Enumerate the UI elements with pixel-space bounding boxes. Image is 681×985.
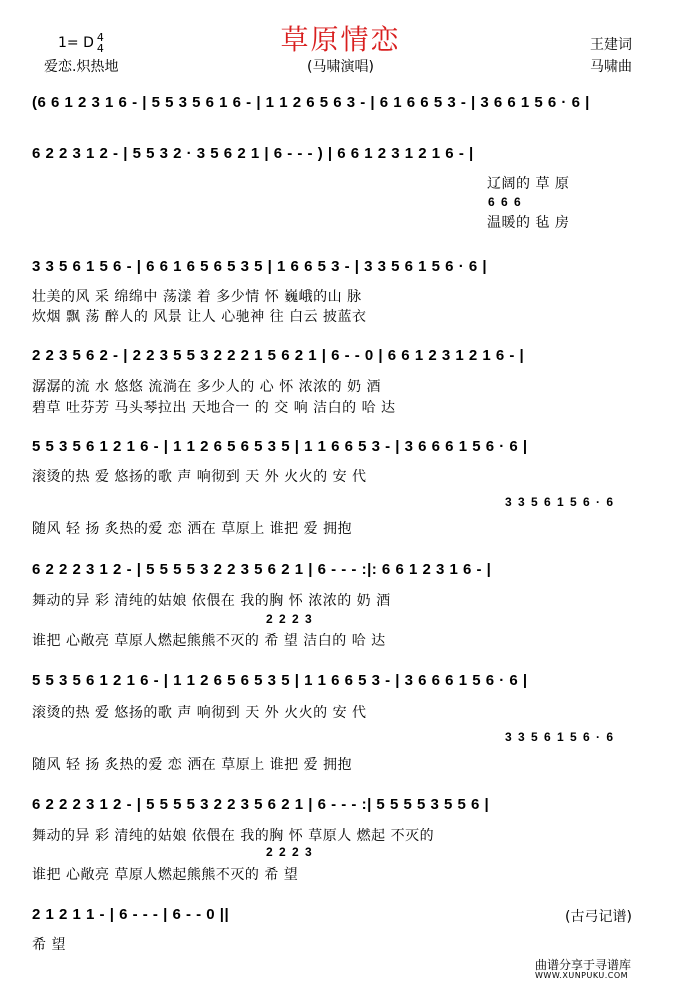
- notation-line-1: (6 6 1 2 3 1 6 - | 5 5 3 5 6 1 6 - | 1 1 2 6 5 6 3 - | 6 1 6 6 5 3 - | 3 6 6 1 5 6 · 6 |: [32, 94, 590, 111]
- source-url[interactable]: WWW.XUNPUKU.COM: [535, 971, 629, 980]
- lyric-line-8-verse2: 谁把 心敞亮 草原人燃起熊熊不灭的 希 望: [32, 867, 299, 883]
- lyric-line-2-verse1: 辽阔的 草 原: [487, 176, 570, 192]
- performer: (马啸演唱): [307, 59, 374, 75]
- source-credit: 曲谱分享于寻谱库: [535, 958, 632, 972]
- notation-line-6: 6 2 2 2 3 1 2 - | 5 5 5 5 3 2 2 3 5 6 2 1 | 6 - - - :|: 6 6 1 2 3 1 6 - |: [32, 561, 492, 578]
- lyric-line-7-verse1: 滚烫的热 爱 悠扬的歌 声 响彻到 天 外 火火的 安 代: [32, 705, 367, 721]
- lyric-line-6-verse1: 舞动的异 彩 清纯的姑娘 依偎在 我的胸 怀 浓浓的 奶 酒: [32, 593, 391, 609]
- alt-notes-line-5: 3 3 5 6 1 5 6 · 6: [505, 495, 615, 509]
- transcriber-credit: (古弓记谱): [565, 909, 632, 925]
- lyric-line-7-verse2: 随风 轻 扬 炙热的爱 恋 洒在 草原上 谁把 爱 拥抱: [32, 757, 353, 773]
- notation-line-5: 5 5 3 5 6 1 2 1 6 - | 1 1 2 6 5 6 5 3 5 | 1 1 6 6 5 3 - | 3 6 6 6 1 5 6 · 6 |: [32, 438, 528, 455]
- key-label: 1= D: [58, 35, 94, 51]
- notation-line-9: 2 1 2 1 1 - | 6 - - - | 6 - - 0 ||: [32, 906, 230, 923]
- composer: 马啸曲: [590, 59, 632, 75]
- notation-line-2: 6 2 2 3 1 2 - | 5 5 3 2 · 3 5 6 2 1 | 6 - - - ) | 6 6 1 2 3 1 2 1 6 - |: [32, 145, 474, 162]
- alt-notes-line-8: 2 2 2 3: [266, 845, 314, 859]
- lyric-line-2-verse2: 温暖的 毡 房: [487, 215, 570, 231]
- lyric-line-4-verse2: 碧草 吐芬芳 马头琴拉出 天地合一 的 交 响 洁白的 哈 达: [32, 400, 396, 416]
- notation-line-8: 6 2 2 2 3 1 2 - | 5 5 5 5 3 2 2 3 5 6 2 1 | 6 - - - :| 5 5 5 5 3 5 5 6 |: [32, 796, 490, 813]
- lyric-line-5-verse2: 随风 轻 扬 炙热的爱 恋 洒在 草原上 谁把 爱 拥抱: [32, 521, 353, 537]
- notation-line-4: 2 2 3 5 6 2 - | 2 2 3 5 5 3 2 2 2 1 5 6 2 1 | 6 - - 0 | 6 6 1 2 3 1 2 1 6 - |: [32, 347, 525, 364]
- lyric-line-3-verse2: 炊烟 飘 荡 醉人的 风景 让人 心驰神 往 白云 披蓝衣: [32, 309, 367, 325]
- notation-line-3: 3 3 5 6 1 5 6 - | 6 6 1 6 5 6 5 3 5 | 1 6 6 5 3 - | 3 3 5 6 1 5 6 · 6 |: [32, 258, 488, 275]
- alt-notes-line-2: 6 6 6: [488, 195, 523, 209]
- lyric-line-6-verse2: 谁把 心敞亮 草原人燃起熊熊不灭的 希 望 洁白的 哈 达: [32, 633, 386, 649]
- tempo-mood: 爱恋.炽热地: [44, 59, 119, 75]
- notation-line-7: 5 5 3 5 6 1 2 1 6 - | 1 1 2 6 5 6 5 3 5 | 1 1 6 6 5 3 - | 3 6 6 6 1 5 6 · 6 |: [32, 672, 528, 689]
- key-signature: [58, 32, 104, 54]
- lyric-line-8-verse1: 舞动的异 彩 清纯的姑娘 依偎在 我的胸 怀 草原人 燃起 不灭的: [32, 828, 435, 844]
- alt-notes-line-6: 2 2 2 3: [266, 612, 314, 626]
- lyric-line-5-verse1: 滚烫的热 爱 悠扬的歌 声 响彻到 天 外 火火的 安 代: [32, 469, 367, 485]
- lyricist: 王建词: [590, 37, 632, 53]
- lyric-line-3-verse1: 壮美的风 采 绵绵中 荡漾 着 多少情 怀 巍峨的山 脉: [32, 289, 362, 305]
- time-bottom: 4: [96, 42, 104, 55]
- lyric-line-4-verse1: 潺潺的流 水 悠悠 流淌在 多少人的 心 怀 浓浓的 奶 酒: [32, 379, 382, 395]
- time-top: 4: [96, 31, 104, 44]
- lyric-line-9: 希 望: [32, 937, 66, 953]
- song-title: 草原情恋: [280, 23, 401, 56]
- time-signature: [97, 32, 104, 54]
- alt-notes-line-7: 3 3 5 6 1 5 6 · 6: [505, 730, 615, 744]
